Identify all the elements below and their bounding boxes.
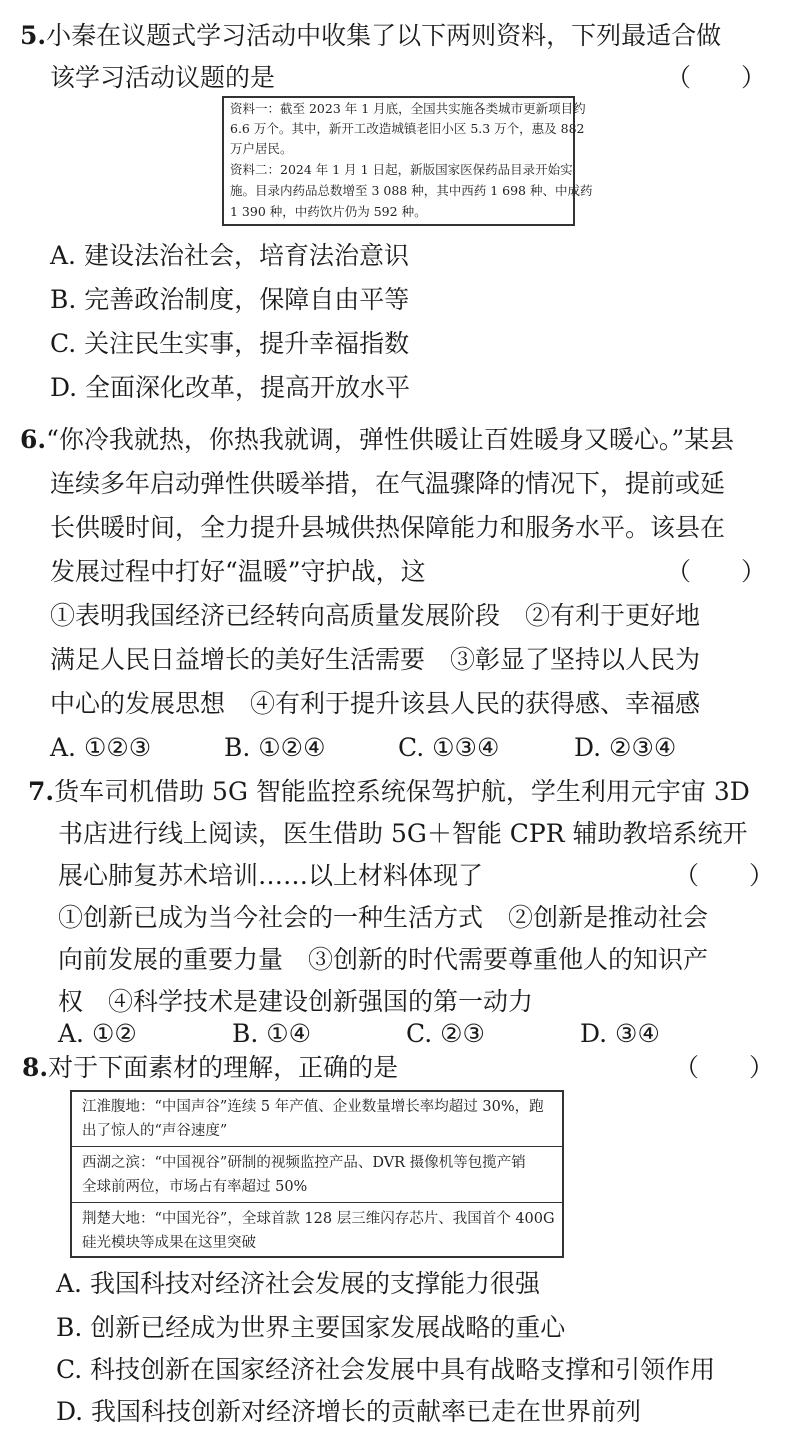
q6-statement-line2: 满足人民日益增长的美好生活需要 ③彰显了坚持以人民为	[50, 645, 701, 674]
table-row	[72, 1202, 562, 1258]
q7-statement-line1: ①创新已成为当今社会的一种生活方式 ②创新是推动社会	[58, 903, 709, 932]
table-cell-line: 江淮腹地：“中国声谷”连续 5 年产值、企业数量增长率均超过 30%，跑	[82, 1099, 544, 1115]
q6-stem-line4: 发展过程中打好“温暖”守护战，这	[50, 557, 426, 586]
table-row	[72, 1092, 562, 1146]
q6-option-c: C. ①③④	[398, 733, 500, 762]
q6-stem-line3: 长供暖时间，全力提升县城供热保障能力和服务水平。该县在	[50, 513, 726, 542]
q7-stem-line2: 书店进行线上阅读，医生借助 5G＋智能 CPR 辅助教培系统开	[58, 819, 748, 848]
q8-option-c: C. 科技创新在国家经济社会发展中具有战略支撑和引领作用	[56, 1355, 716, 1384]
q7-option-d: D. ③④	[580, 1019, 660, 1048]
q8-answer-paren: （ ）	[674, 1053, 775, 1082]
q5-number: 5.	[20, 21, 47, 50]
q7-stem-line3: 展心肺复苏术培训……以上材料体现了	[58, 861, 484, 890]
q8-option-a: A. 我国科技对经济社会发展的支撑能力很强	[56, 1269, 540, 1298]
table-row	[72, 1146, 562, 1202]
material-line: 施。目录内药品总数增至 3 088 种，其中西药 1 698 种、中成药	[230, 183, 593, 198]
q6-statement-line3: 中心的发展思想 ④有利于提升该县人民的获得感、幸福感	[50, 689, 701, 718]
q5-stem-line2: 该学习活动议题的是	[50, 63, 276, 92]
q7-statement-line3: 权 ④科学技术是建设创新强国的第一动力	[58, 987, 534, 1016]
material-line: 6.6 万个。其中，新开工改造城镇老旧小区 5.3 万个，惠及 882	[230, 121, 585, 136]
table-cell-line: 荆楚大地：“中国光谷”，全球首款 128 层三维闪存芯片、我国首个 400G	[82, 1211, 555, 1227]
q6-option-d: D. ②③④	[574, 733, 677, 762]
q7-statement-line2: 向前发展的重要力量 ③创新的时代需要尊重他人的知识产	[58, 945, 709, 974]
q5-option-b: B. 完善政治制度，保障自由平等	[50, 285, 410, 314]
q6-option-b: B. ①②④	[224, 733, 326, 762]
q5-stem-line1: 5.小秦在议题式学习活动中收集了以下两则资料，下列最适合做	[20, 21, 722, 50]
q8-number: 8.	[22, 1053, 49, 1082]
table-cell-line: 出了惊人的“声谷速度”	[82, 1123, 228, 1139]
q8-material-table	[70, 1090, 564, 1258]
q6-option-a: A. ①②③	[50, 733, 152, 762]
q8-stem: 8.对于下面素材的理解，正确的是	[22, 1053, 399, 1082]
q8-option-d: D. 我国科技创新对经济增长的贡献率已走在世界前列	[56, 1397, 642, 1426]
q7-number: 7.	[28, 777, 55, 806]
q5-material-box	[222, 96, 593, 226]
q6-number: 6.	[20, 425, 47, 454]
q6-stem-line1: 6.“你冷我就热，你热我就调，弹性供暖让百姓暖身又暖心。”某县	[20, 425, 735, 454]
material-line: 万户居民。	[230, 141, 293, 156]
q6-statement-line1: ①表明我国经济已经转向高质量发展阶段 ②有利于更好地	[50, 601, 701, 630]
table-cell-line: 全球前两位，市场占有率超过 50%	[82, 1179, 308, 1195]
q7-option-a: A. ①②	[58, 1019, 137, 1048]
q7-answer-paren: （ ）	[674, 861, 775, 890]
q6-answer-paren: （ ）	[666, 557, 767, 586]
q8-option-b: B. 创新已经成为世界主要国家发展战略的重心	[56, 1313, 566, 1342]
material-line: 1 390 种，中药饮片仍为 592 种。	[230, 204, 427, 219]
q5-option-d: D. 全面深化改革，提高开放水平	[50, 373, 411, 402]
table-cell-line: 西湖之滨：“中国视谷”研制的视频监控产品、DVR 摄像机等包揽产销	[82, 1155, 526, 1171]
table-cell-line: 硅光模块等成果在这里突破	[82, 1235, 256, 1251]
q7-option-c: C. ②③	[406, 1019, 485, 1048]
q7-option-b: B. ①④	[232, 1019, 312, 1048]
q5-option-a: A. 建设法治社会，培育法治意识	[50, 241, 409, 270]
q5-option-c: C. 关注民生实事，提升幸福指数	[50, 329, 410, 358]
material-line: 资料一：截至 2023 年 1 月底，全国共实施各类城市更新项目约	[230, 101, 586, 116]
q5-answer-paren: （ ）	[666, 63, 767, 92]
q7-stem-line1: 7.货车司机借助 5G 智能监控系统保驾护航，学生利用元宇宙 3D	[28, 777, 750, 806]
material-line: 资料二：2024 年 1 月 1 日起，新版国家医保药品目录开始实	[230, 162, 573, 177]
q6-stem-line2: 连续多年启动弹性供暖举措，在气温骤降的情况下，提前或延	[50, 469, 726, 498]
